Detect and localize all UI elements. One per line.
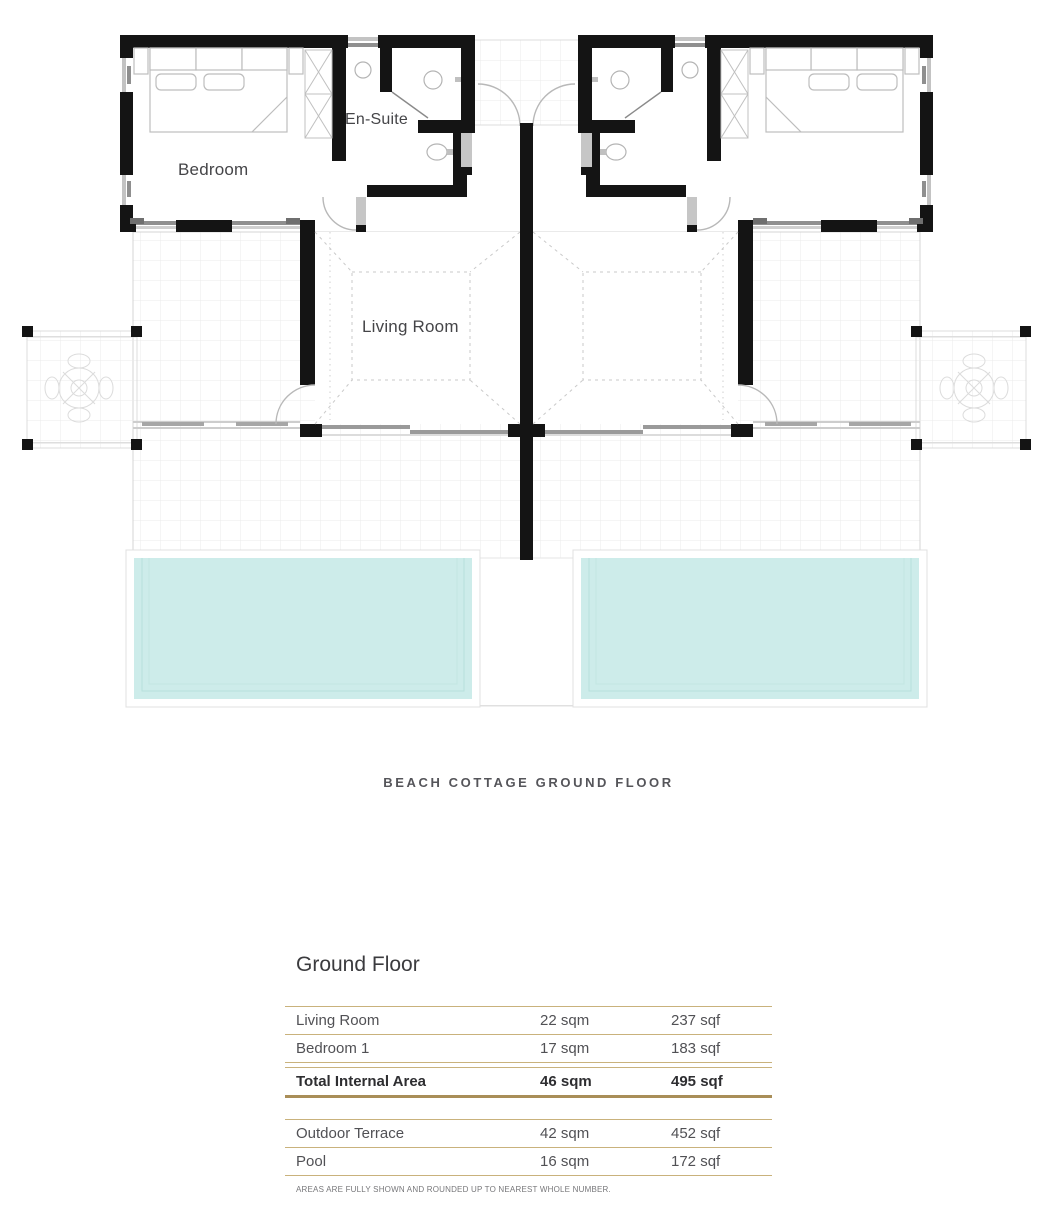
- pool: [126, 550, 480, 707]
- plan-title: BEACH COTTAGE GROUND FLOOR: [383, 775, 674, 790]
- bedroom-label: Bedroom: [178, 160, 249, 179]
- row-name: Pool: [296, 1153, 327, 1170]
- living-room-label: Living Room: [362, 317, 459, 336]
- table-row-total-internal: [285, 1068, 772, 1095]
- table-row-pool: [285, 1148, 772, 1175]
- terrace-edge: [480, 705, 573, 707]
- row-sqm: 17 sqm: [540, 1040, 590, 1057]
- row-sqf: 452 sqf: [671, 1125, 721, 1142]
- bed: [134, 48, 303, 132]
- row-name: Bedroom 1: [296, 1040, 370, 1057]
- en-suite-label: En-Suite: [345, 111, 408, 128]
- row-name: Total Internal Area: [296, 1073, 427, 1090]
- table-row-living-room: [285, 1007, 772, 1034]
- area-table: [285, 950, 772, 1194]
- table-footnote: AREAS ARE FULLY SHOWN AND ROUNDED UP TO NEAREST WHOLE NUMBER.: [296, 1185, 611, 1194]
- table-title: Ground Floor: [296, 953, 420, 976]
- row-sqm: 42 sqm: [540, 1125, 590, 1142]
- row-sqf: 172 sqf: [671, 1153, 721, 1170]
- table-section-gap: [285, 1098, 772, 1119]
- table-row-outdoor-terrace: [285, 1120, 772, 1147]
- row-sqf: 495 sqf: [671, 1073, 723, 1090]
- pergola: [22, 326, 142, 450]
- row-sqm: 22 sqm: [540, 1012, 590, 1029]
- central-wall: [520, 123, 533, 560]
- row-name: Living Room: [296, 1012, 380, 1029]
- row-sqm: 46 sqm: [540, 1073, 592, 1090]
- row-name: Outdoor Terrace: [296, 1125, 405, 1142]
- table-rule: [285, 1175, 772, 1176]
- table-row-bedroom-1: [285, 1035, 772, 1062]
- wardrobe: [305, 50, 332, 138]
- row-sqf: 183 sqf: [671, 1040, 721, 1057]
- row-sqm: 16 sqm: [540, 1153, 590, 1170]
- row-sqf: 237 sqf: [671, 1012, 721, 1029]
